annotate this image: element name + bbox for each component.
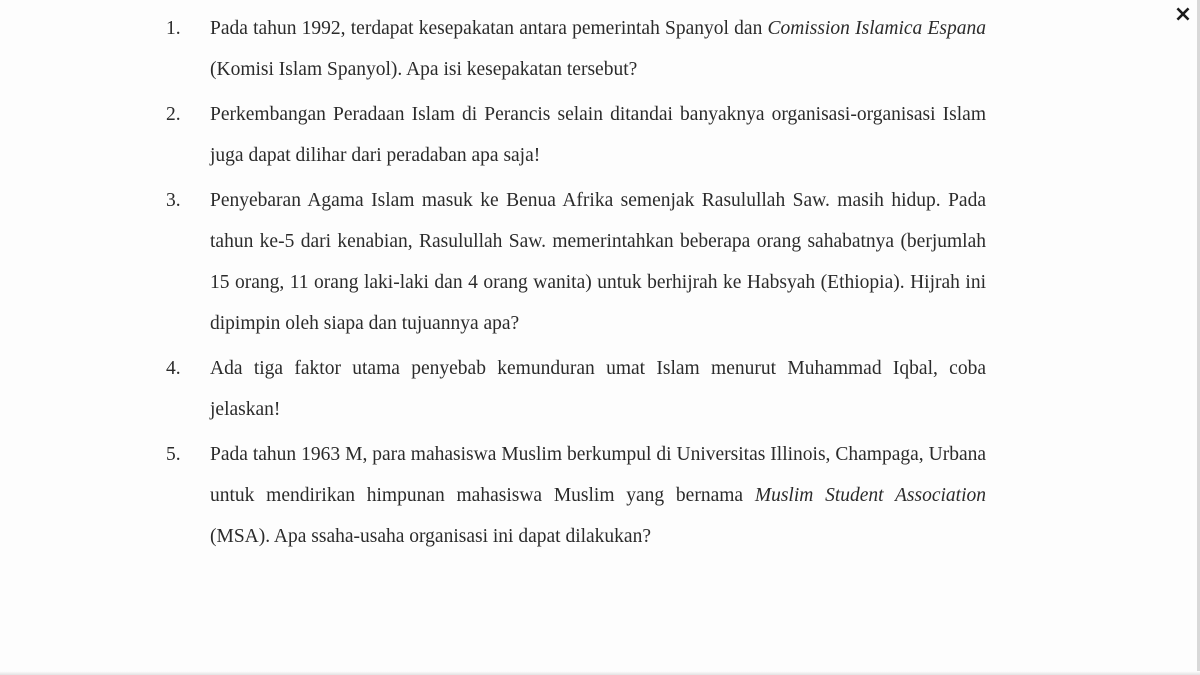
question-text [210, 434, 986, 557]
question-text-part: Ada tiga faktor utama penyebab kemunduran umat Islam menurut Muhammad Iqbal, coba jelaskan! [210, 358, 986, 420]
question-text-part: Perkembangan Peradaan Islam di Perancis selain ditandai banyaknya organisasi-organisasi Islam juga dapat dilihar dari peradaban apa saja! [210, 104, 986, 166]
page-bottom-edge [0, 671, 1200, 675]
question-item-4 [166, 348, 986, 430]
question-text-part: (MSA). Apa ssaha-usaha organisasi ini dapat dilakukan? [210, 526, 651, 547]
question-text [210, 180, 986, 344]
question-text [210, 94, 986, 176]
question-text-italic: Muslim Student Association [754, 485, 986, 506]
close-icon[interactable]: × [1173, 2, 1193, 27]
question-text [210, 8, 986, 90]
question-text-part: Pada tahun 1963 M, para mahasiswa Muslim berkumpul di Universitas Illinois, Champaga, Urbana untuk mendirikan himpunan mahasiswa Muslim yang bernama [210, 444, 986, 506]
question-item-2 [166, 94, 986, 176]
question-number: 1. [166, 18, 181, 39]
question-text-part: Penyebaran Agama Islam masuk ke Benua Afrika semenjak Rasulullah Saw. masih hidup. Pada tahun ke-5 dari kenabian, Rasulullah Saw. memerintahkan beberapa orang sahabatnya (berjumlah 15 orang, 11 orang laki-laki dan 4 orang wanita) untuk berhijrah ke Habsyah (Ethiopia). Hijrah ini dipimpin oleh siapa dan tujuannya apa? [210, 190, 986, 334]
question-text [210, 348, 986, 430]
question-text-italic: Comission Islamica Espana [767, 18, 986, 39]
question-number: 2. [166, 104, 181, 125]
question-number: 4. [166, 358, 181, 379]
question-item-3 [166, 180, 986, 344]
question-item-5 [166, 434, 986, 557]
question-text-part: Pada tahun 1992, terdapat kesepakatan antara pemerintah Spanyol dan [210, 18, 768, 39]
question-item-1 [166, 8, 986, 90]
question-text-part: (Komisi Islam Spanyol). Apa isi kesepakatan tersebut? [210, 59, 638, 80]
question-number: 3. [166, 190, 181, 211]
question-list [166, 8, 986, 561]
question-number: 5. [166, 444, 181, 465]
